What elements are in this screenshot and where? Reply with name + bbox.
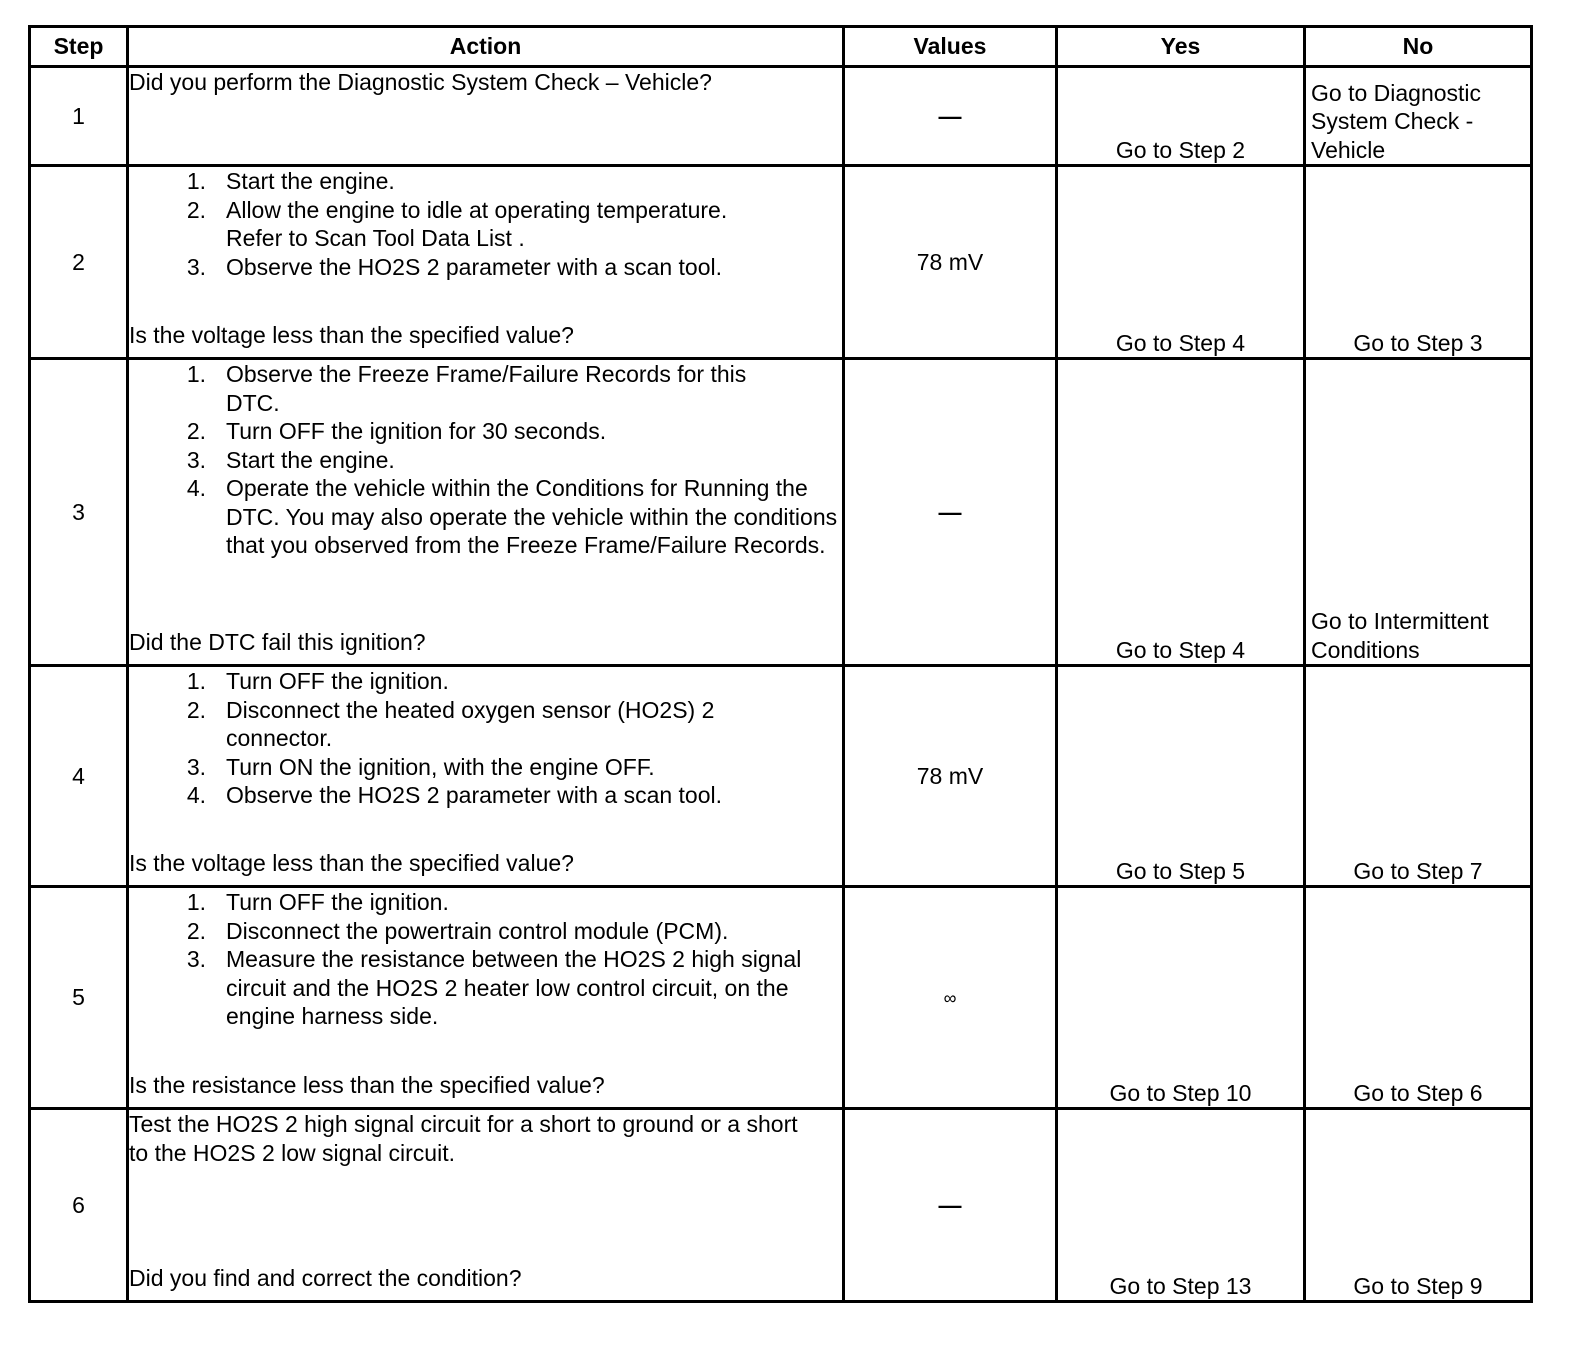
table-row xyxy=(30,67,1532,166)
action-cell xyxy=(128,1109,844,1302)
step-number: 1 xyxy=(30,67,128,166)
yes-cell: Go to Step 13 xyxy=(1057,1109,1305,1302)
substep-item: 3. Observe the HO2S 2 parameter with a scan tool. xyxy=(186,253,723,280)
action-question: Is the voltage less than the specified value? xyxy=(129,849,574,876)
no-cell xyxy=(1305,67,1532,166)
action-intro: Did you perform the Diagnostic System Check – Vehicle? xyxy=(129,69,712,95)
yes-cell: Go to Step 2 xyxy=(1057,67,1305,166)
no-text: Go to Step 7 xyxy=(1353,857,1483,884)
value-cell xyxy=(844,359,1057,666)
action-question: Is the voltage less than the specified value? xyxy=(129,321,574,348)
header-values: Values xyxy=(844,27,1057,67)
substep-list xyxy=(129,360,842,560)
substep-list xyxy=(129,888,842,1031)
step-number: 2 xyxy=(30,166,128,359)
no-cell xyxy=(1305,359,1532,666)
header-no: No xyxy=(1305,27,1532,67)
value-cell xyxy=(844,887,1057,1109)
table-row xyxy=(30,1109,1532,1302)
substep-item: 4. Operate the vehicle within the Conditions for Running the DTC. You may also operate the vehicle within the conditions that you observed from the Freeze Frame/Failure Records. xyxy=(186,475,838,558)
action-intro: Test the HO2S 2 high signal circuit for a short to ground or a short to the HO2S 2 low signal circuit. xyxy=(129,1111,798,1166)
value-cell xyxy=(844,166,1057,359)
yes-cell: Go to Step 5 xyxy=(1057,666,1305,887)
no-text: Go to Diagnostic System Check - Vehicle xyxy=(1311,79,1482,163)
action-cell xyxy=(128,359,844,666)
value-cell xyxy=(844,666,1057,887)
value-cell xyxy=(844,1109,1057,1302)
value-text: 78 mV xyxy=(916,762,984,789)
no-text: Go to Step 3 xyxy=(1353,329,1483,356)
substep-item: 2. Allow the engine to idle at operating temperature. Refer to Scan Tool Data List . xyxy=(186,196,728,251)
substep-item: 3. Measure the resistance between the HO2S 2 high signal circuit and the HO2S 2 heater low control circuit, on the engine harness side. xyxy=(186,946,802,1029)
step-number: 3 xyxy=(30,359,128,666)
action-question: Is the resistance less than the specified value? xyxy=(129,1071,605,1098)
action-cell xyxy=(128,67,844,166)
substep-item: 3. Start the engine. xyxy=(186,446,395,473)
substep-item: 3. Turn ON the ignition, with the engine OFF. xyxy=(186,753,655,780)
header-yes: Yes xyxy=(1057,27,1305,67)
no-text: Go to Step 6 xyxy=(1353,1079,1483,1106)
header-row xyxy=(30,27,1532,67)
substep-list xyxy=(129,167,842,281)
value-text: 78 mV xyxy=(916,248,984,275)
substep-item: 2. Disconnect the heated oxygen sensor (HO2S) 2 connector. xyxy=(186,696,715,751)
no-cell xyxy=(1305,666,1532,887)
substep-item: 2. Disconnect the powertrain control module (PCM). xyxy=(186,917,729,944)
header-action: Action xyxy=(128,27,844,67)
value-text: — xyxy=(938,102,962,129)
action-cell xyxy=(128,887,844,1109)
header-step: Step xyxy=(30,27,128,67)
no-cell xyxy=(1305,1109,1532,1302)
no-cell xyxy=(1305,887,1532,1109)
diagnostic-table xyxy=(28,25,1533,1303)
action-question: Did you find and correct the condition? xyxy=(129,1264,522,1291)
substep-item: 2. Turn OFF the ignition for 30 seconds. xyxy=(186,418,607,444)
value-cell xyxy=(844,67,1057,166)
yes-cell: Go to Step 4 xyxy=(1057,166,1305,359)
substep-item: 1. Turn OFF the ignition. xyxy=(186,668,449,694)
substep-item: 1. Turn OFF the ignition. xyxy=(186,889,449,915)
yes-cell: Go to Step 4 xyxy=(1057,359,1305,666)
table-row xyxy=(30,166,1532,359)
no-text: Go to Intermittent Conditions xyxy=(1311,608,1489,663)
table-row xyxy=(30,887,1532,1109)
step-number: 5 xyxy=(30,887,128,1109)
substep-list xyxy=(129,667,842,810)
substep-item: 1. Observe the Freeze Frame/Failure Records for this DTC. xyxy=(186,361,747,416)
action-question: Did the DTC fail this ignition? xyxy=(129,628,426,655)
value-text: — xyxy=(938,498,962,525)
action-cell xyxy=(128,666,844,887)
step-number: 6 xyxy=(30,1109,128,1302)
value-text: ∞ xyxy=(943,988,957,1009)
no-text: Go to Step 9 xyxy=(1353,1272,1483,1299)
table-row xyxy=(30,666,1532,887)
table-row xyxy=(30,359,1532,666)
value-text: — xyxy=(938,1191,962,1218)
yes-cell: Go to Step 10 xyxy=(1057,887,1305,1109)
substep-item: 1. Start the engine. xyxy=(186,168,395,194)
no-cell xyxy=(1305,166,1532,359)
step-number: 4 xyxy=(30,666,128,887)
action-cell xyxy=(128,166,844,359)
substep-item: 4. Observe the HO2S 2 parameter with a scan tool. xyxy=(186,782,723,808)
